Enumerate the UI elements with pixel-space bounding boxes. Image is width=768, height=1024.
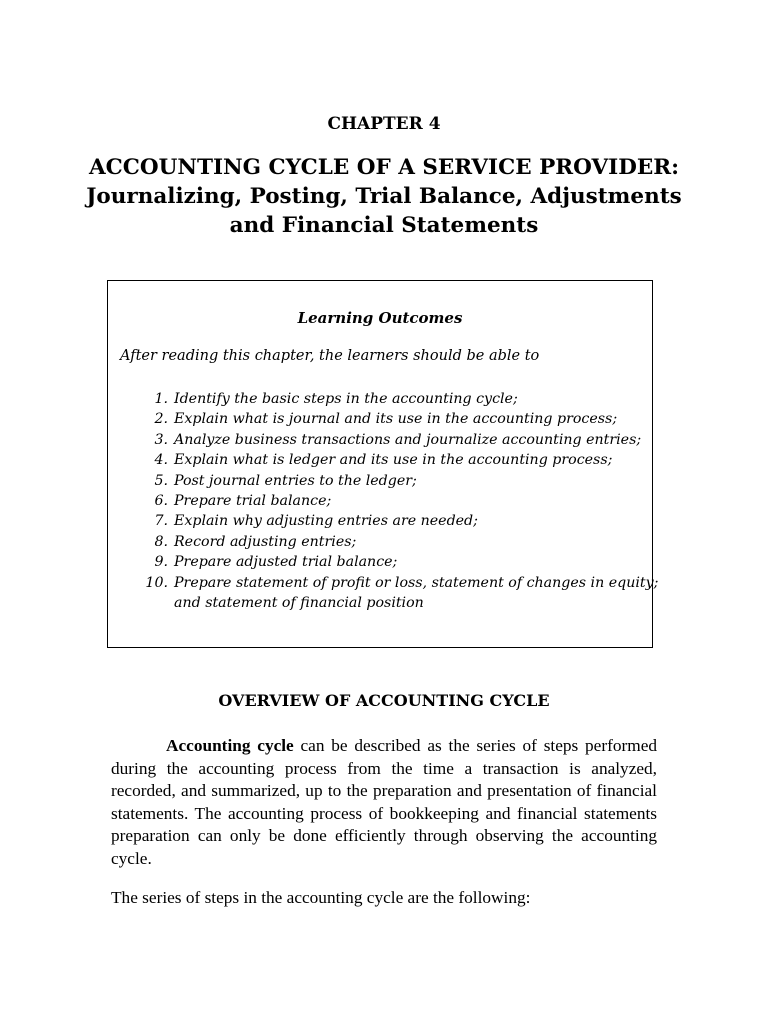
list-item — [108, 389, 652, 409]
learning-outcomes-box — [107, 280, 659, 648]
list-item — [108, 573, 659, 593]
list-item-text: Post journal entries to the ledger; — [174, 472, 417, 489]
list-item-text: Identify the basic steps in the accounting cycle; — [174, 391, 518, 407]
list-item — [108, 593, 652, 613]
list-item — [108, 552, 652, 572]
list-item-number: 6. — [154, 493, 168, 510]
list-item-text: Record adjusting entries; — [174, 533, 357, 550]
list-item — [108, 532, 652, 552]
learning-outcomes-list — [108, 389, 659, 613]
list-item-text: Prepare trial balance; — [174, 493, 332, 510]
section-heading: OVERVIEW OF ACCOUNTING CYCLE — [218, 691, 550, 710]
chapter-title-line: ACCOUNTING CYCLE OF A SERVICE PROVIDER: — [88, 155, 680, 180]
list-item-number: 4. — [154, 452, 168, 469]
paragraph-text: can be described as the series of steps performed during the accounting process from the time a transaction is analyzed, recorded, and summarized, up to the preparation and presentation of financial statements. The accounting process of bookkeeping and financial statements preparation can only be done efficiently through observing the accounting cycle. — [111, 736, 658, 868]
list-item-text: Explain what is journal and its use in the accounting process; — [174, 411, 618, 428]
list-item — [108, 430, 652, 450]
list-item-text: Prepare statement of profit or loss, statement of changes in equity; — [174, 574, 659, 591]
list-item — [108, 491, 652, 511]
list-item-number: 9. — [154, 554, 168, 571]
list-item — [108, 450, 652, 470]
list-item-number: 5. — [154, 472, 168, 489]
list-item — [108, 511, 652, 531]
list-item-text: Prepare adjusted trial balance; — [174, 554, 398, 571]
list-item — [108, 471, 652, 491]
list-item — [108, 409, 652, 429]
chapter-title — [0, 153, 768, 240]
list-item-number: 3. — [154, 431, 168, 448]
list-item-number: 10. — [145, 574, 168, 591]
chapter-label: CHAPTER 4 — [327, 114, 441, 134]
list-item-text: Explain what is ledger and its use in the accounting process; — [174, 452, 613, 469]
chapter-subtitle-line: and Financial Statements — [229, 213, 539, 238]
learning-outcomes-heading: Learning Outcomes — [297, 309, 463, 327]
list-item-text: Explain why adjusting entries are needed; — [174, 513, 478, 530]
chapter-subtitle-line: Journalizing, Posting, Trial Balance, Adjustments — [86, 184, 682, 209]
steps-intro: The series of steps in the accounting cycle are the following: — [111, 888, 531, 907]
list-item-number: 2. — [154, 411, 168, 428]
list-item-number: 1. — [154, 391, 168, 407]
learning-outcomes-intro: After reading this chapter, the learners should be able to — [120, 348, 540, 364]
defined-term: Accounting cycle — [166, 736, 294, 755]
body-paragraph — [111, 735, 657, 870]
list-item-text: Analyze business transactions and journalize accounting entries; — [174, 431, 642, 448]
list-item-number: 7. — [154, 513, 168, 530]
list-item-text: and statement of financial position — [174, 595, 424, 612]
list-item-number: 8. — [154, 533, 168, 550]
